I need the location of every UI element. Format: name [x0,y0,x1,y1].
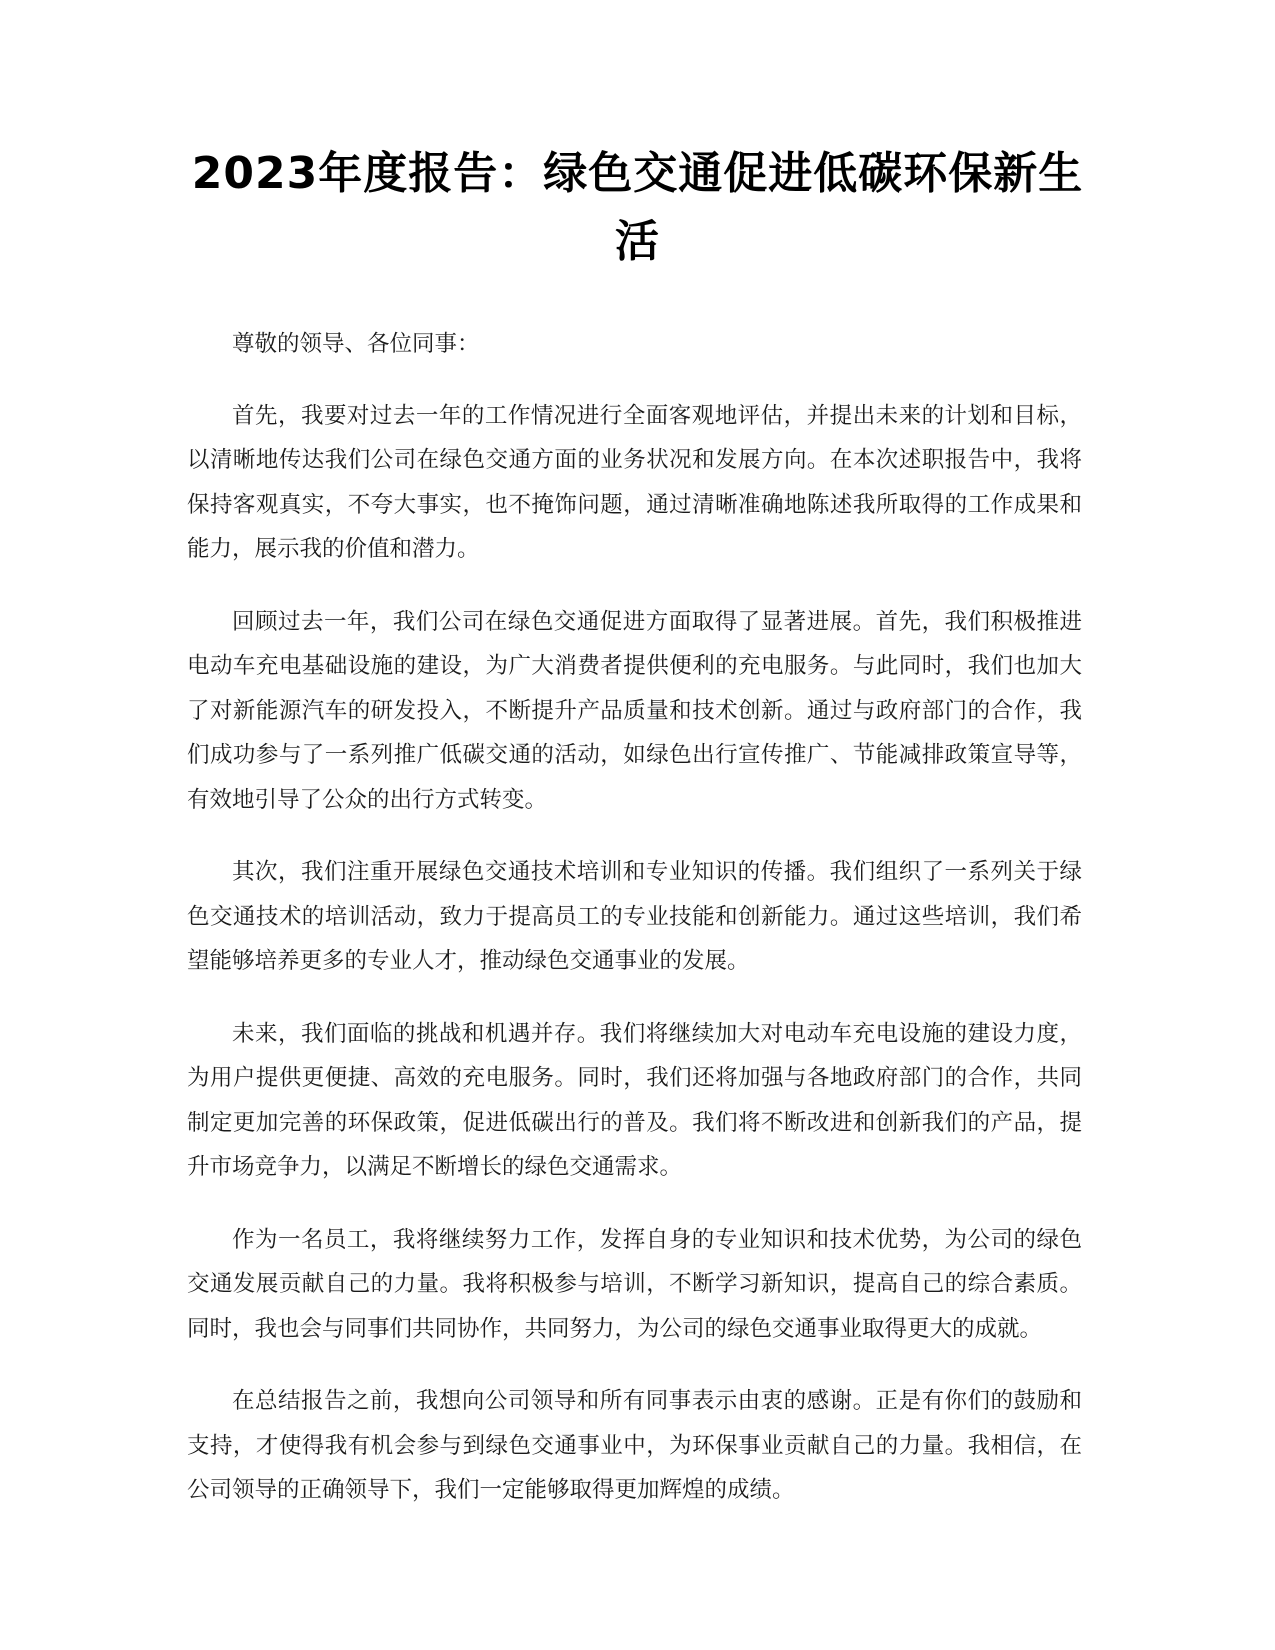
document-body [187,322,1082,1541]
paragraph-4: 未来，我们面临的挑战和机遇并存。我们将继续加大对电动车充电设施的建设力度，为用户提供更便捷、高效的充电服务。同时，我们还将加强与各地政府部门的合作，共同制定更加完善的环保政策，促进低碳出行的普及。我们将不断改进和创新我们的产品，提升市场竞争力，以满足不断增长的绿色交通需求。 [187,1020,1082,1180]
paragraph-5: 作为一名员工，我将继续努力工作，发挥自身的专业知识和技术优势，为公司的绿色交通发展贡献自己的力量。我将积极参与培训，不断学习新知识，提高自己的综合素质。同时，我也会与同事们共同协作，共同努力，为公司的绿色交通事业取得更大的成就。 [187,1226,1082,1342]
paragraph-2: 回顾过去一年，我们公司在绿色交通促进方面取得了显著进展。首先，我们积极推进电动车充电基础设施的建设，为广大消费者提供便利的充电服务。与此同时，我们也加大了对新能源汽车的研发投入，不断提升产品质量和技术创新。通过与政府部门的合作，我们成功参与了一系列推广低碳交通的活动，如绿色出行宣传推广、节能减排政策宣导等，有效地引导了公众的出行方式转变。 [187,608,1082,813]
paragraph-6: 在总结报告之前，我想向公司领导和所有同事表示由衷的感谢。正是有你们的鼓励和支持，才使得我有机会参与到绿色交通事业中，为环保事业贡献自己的力量。我相信，在公司领导的正确领导下，我们一定能够取得更加辉煌的成绩。 [187,1388,1082,1503]
salutation: 尊敬的领导、各位同事： [232,331,480,357]
paragraph-1: 首先，我要对过去一年的工作情况进行全面客观地评估，并提出未来的计划和目标，以清晰地传达我们公司在绿色交通方面的业务状况和发展方向。在本次述职报告中，我将保持客观真实，不夸大事实，也不掩饰问题，通过清晰准确地陈述我所取得的工作成果和能力，展示我的价值和潜力。 [187,402,1082,562]
document-title: 2023年度报告：绿色交通促进低碳环保新生活 [191,148,1084,267]
paragraph-3: 其次，我们注重开展绿色交通技术培训和专业知识的传播。我们组织了一系列关于绿色交通技术的培训活动，致力于提高员工的专业技能和创新能力。通过这些培训，我们希望能够培养更多的专业人才，推动绿色交通事业的发展。 [187,859,1082,974]
